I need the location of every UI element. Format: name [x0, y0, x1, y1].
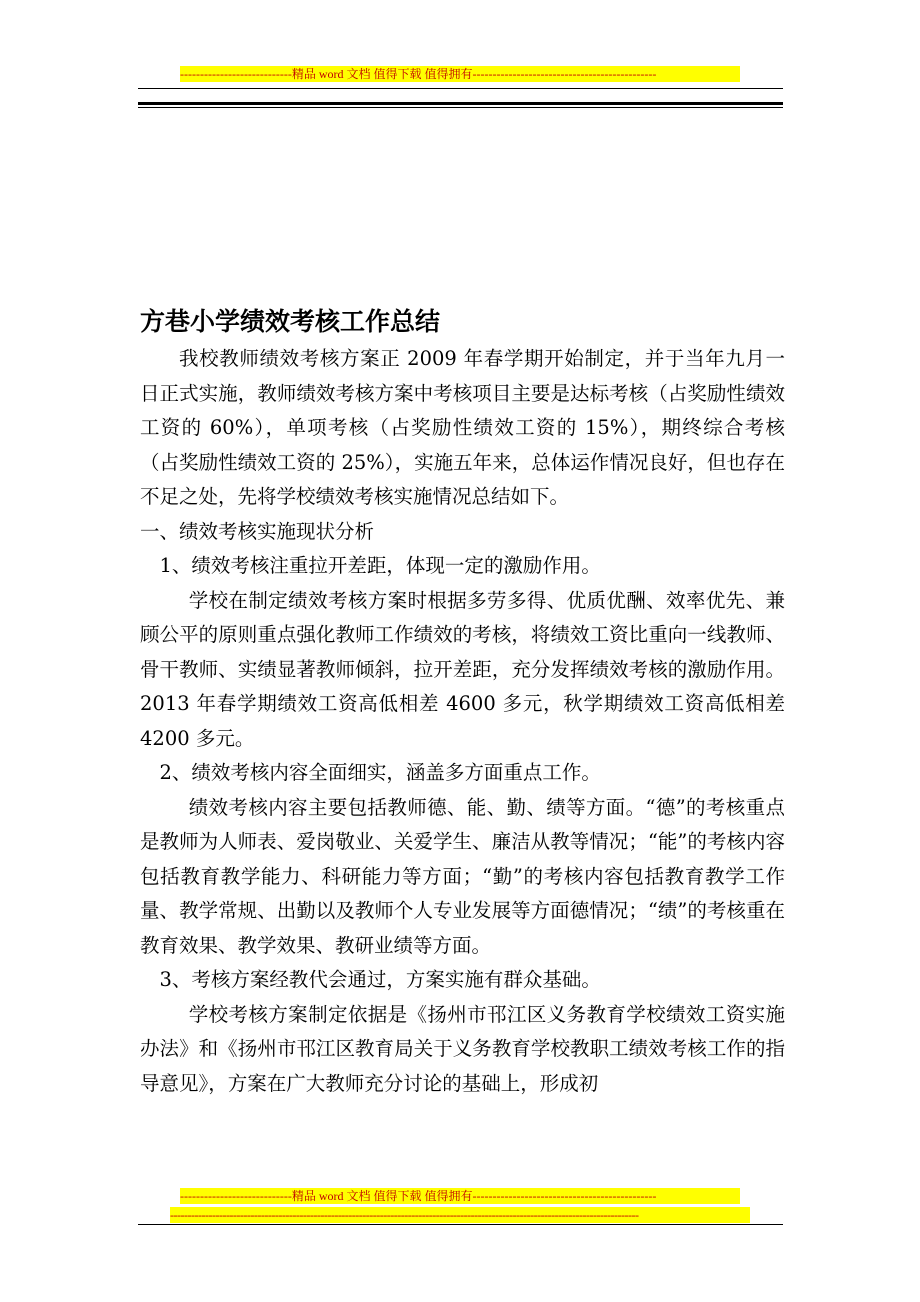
- item-body-1: 学校在制定绩效考核方案时根据多劳多得、优质优酬、效率优先、兼顾公平的原则重点强化教师工作绩效的考核，将绩效工资比重向一线教师、骨干教师、实绩显著教师倾斜，拉开差距，充分发挥绩效考核的激励作用。2013 年春学期绩效工资高低相差 4600 多元，秋学期绩效工资高低相差 4200 多元。: [140, 588, 785, 750]
- item-body-3: 学校考核方案制定依据是《扬州市邗江区义务教育学校绩效工资实施办法》和《扬州市邗江区教育局关于义务教育学校教职工绩效考核工作的指导意见》，方案在广大教师充分讨论的基础上，形成初: [140, 1002, 785, 1095]
- header-banner: ----------------------------精品 word 文档 值得下载 值得拥有----------------------------------------------: [180, 66, 740, 82]
- item-heading-1: 1、绩效考核注重拉开差距，体现一定的激励作用。: [159, 554, 601, 577]
- item-body-2: 绩效考核内容主要包括教师德、能、勤、绩等方面。“德”的考核重点是教师为人师表、爱岗敬业、关爱学生、廉洁从教等情况；“能”的考核内容包括教育教学能力、科研能力等方面；“勤”的考核内容包括教育教学工作量、教学常规、出勤以及教师个人专业发展等方面德情况；“绩”的考核重在教育效果、教学效果、教研业绩等方面。: [140, 795, 785, 957]
- document-body: [140, 302, 785, 1101]
- item-heading-2: 2、绩效考核内容全面细实，涵盖多方面重点工作。: [159, 761, 601, 784]
- document-title: 方巷小学绩效考核工作总结: [140, 307, 441, 336]
- header-rule-thick: [138, 102, 783, 105]
- header-rule: [138, 88, 783, 89]
- item-heading-3: 3、考核方案经教代会通过，方案实施有群众基础。: [159, 968, 601, 991]
- header-rule: [138, 107, 783, 108]
- footer-dashes: --------------------------------------------------------------------------------------------------------------------------------------: [170, 1207, 750, 1223]
- footer-banner: ----------------------------精品 word 文档 值得下载 值得拥有----------------------------------------------: [180, 1188, 740, 1204]
- section-heading: 一、绩效考核实施现状分析: [140, 519, 375, 543]
- intro-paragraph: 我校教师绩效考核方案正 2009 年春学期开始制定，并于当年九月一日正式实施，教师绩效考核方案中考核项目主要是达标考核（占奖励性绩效工资的 60%），单项考核（占奖励性绩效工资的 15%），期终综合考核（占奖励性绩效工资的 25%），实施五年来，总体运作情况良好，但也存在不足之处，先将学校绩效考核实施情况总结如下。: [140, 347, 785, 508]
- footer-rule: [138, 1224, 783, 1225]
